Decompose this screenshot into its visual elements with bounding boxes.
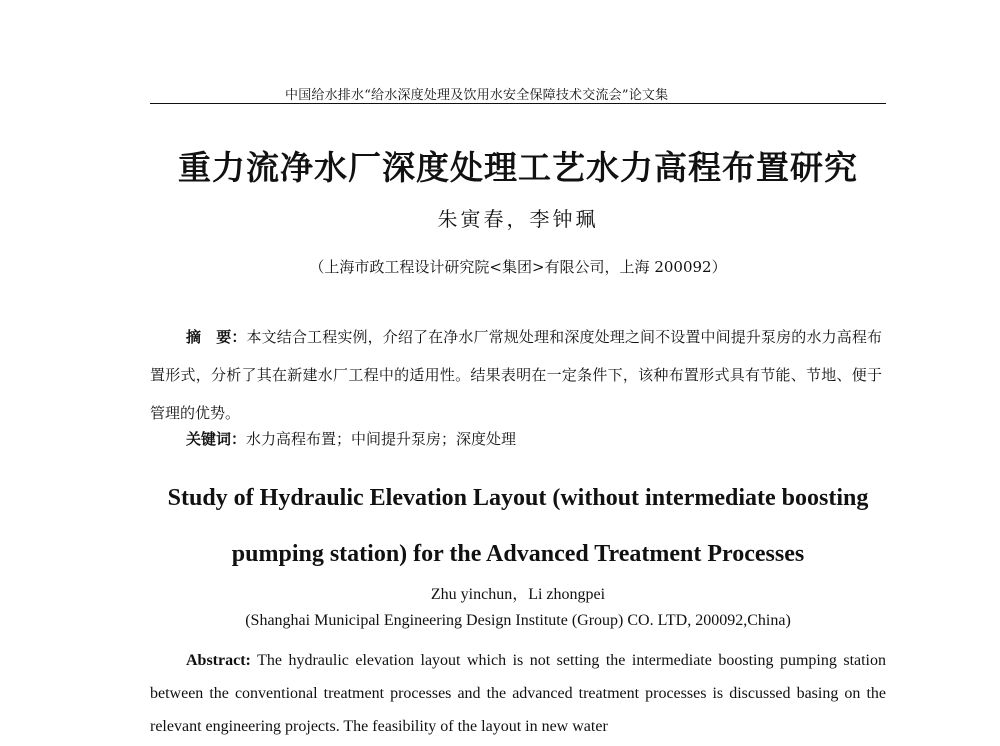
keywords-cn-text: 水力高程布置；中间提升泵房；深度处理 (246, 430, 517, 448)
keywords-cn (186, 428, 516, 449)
abstract-en (150, 644, 886, 743)
abstract-en-label: Abstract: (186, 652, 251, 669)
header-rule (150, 103, 886, 104)
affiliation-en: (Shanghai Municipal Engineering Design Institute (Group) CO. LTD, 200092,China) (245, 612, 791, 629)
authors-cn: 朱寅春，李钟珮 (437, 207, 599, 231)
abstract-cn-label: 摘 要： (186, 328, 247, 346)
running-header: 中国给水排水“给水深度处理及饮用水安全保障技术交流会”论文集 (285, 88, 669, 103)
abstract-cn (150, 318, 882, 432)
keywords-cn-label: 关键词： (186, 430, 247, 448)
abstract-en-text: The hydraulic elevation layout which is not setting the intermediate boosting pumping station between the conventional treatment processes and the advanced treatment processes is discussed basing on the relevant engineering projects. The feasibility of the layout in new water (150, 652, 886, 735)
affiliation-cn: （上海市政工程设计研究院<集团>有限公司，上海 200092） (309, 258, 727, 276)
paper-title-en: Study of Hydraulic Elevation Layout (without intermediate boosting pumping station) for the Advanced Treatment Processes (167, 485, 869, 567)
paper-title-cn: 重力流净水厂深度处理工艺水力高程布置研究 (178, 148, 858, 187)
abstract-cn-text: 本文结合工程实例，介绍了在净水厂常规处理和深度处理之间不设置中间提升泵房的水力高程布置形式，分析了其在新建水厂工程中的适用性。结果表明在一定条件下，该种布置形式具有节能、节地、便于管理的优势。 (150, 328, 882, 422)
authors-en: Zhu yinchun，Li zhongpei (430, 586, 606, 603)
